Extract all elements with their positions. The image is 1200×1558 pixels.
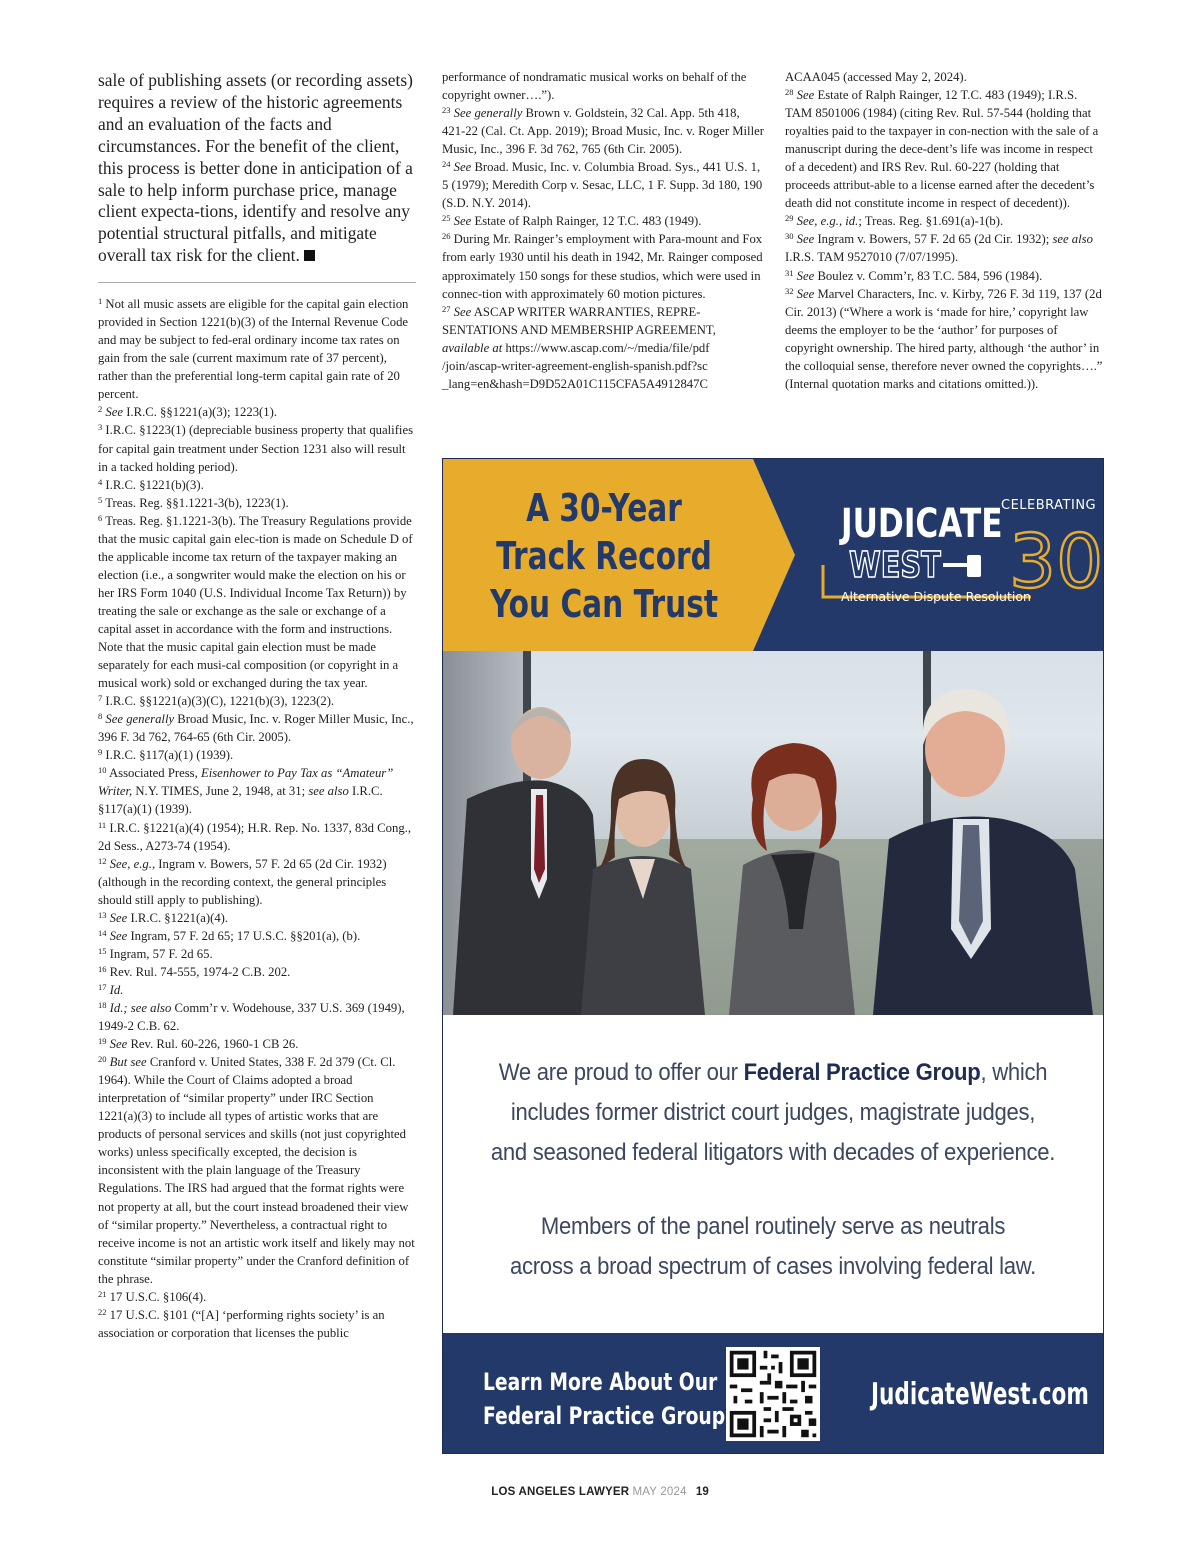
footnote: [785, 68, 1105, 86]
footnote-italic: See: [453, 304, 472, 319]
footnote-italic: See: [109, 910, 128, 925]
footnotes-middle: [442, 68, 764, 393]
footnote-italic: see also: [308, 784, 349, 799]
footnote-text: Marvel Characters, Inc. v. Kirby, 726 F. 3d 119, 137 (2d Cir. 2013) (“Where a work is ‘made for hire,’ copyright law deems the employer to be the ‘author’ for purposes of copyright ownership. The hired party, although ‘the author’ in the colloquial sense, therefore never owned the copyrights….” (Internal quotation marks and citations omitted.)).: [785, 286, 1103, 391]
footnote-italic: See: [796, 232, 815, 247]
page-number: 19: [695, 1486, 709, 1498]
footnote-italic: See: [453, 214, 472, 229]
footnote-text: Associated Press,: [108, 766, 198, 781]
footnote: [442, 104, 764, 158]
footnote-text: I.R.C. §§1221(a)(3)(C), 1221(b)(3), 1223(2).: [105, 694, 335, 709]
footnote: [98, 710, 416, 746]
footnote-italic: See generally: [453, 106, 523, 121]
footnote: [98, 764, 416, 818]
ad-message-line: Members of the panel routinely serve as neutrals: [540, 1213, 1006, 1240]
footnote-text: Ingram v. Bowers, 57 F. 2d 65 (2d Cir. 1932);: [817, 232, 1050, 247]
footnote-number: 7: [98, 693, 103, 704]
footnote: [785, 212, 1105, 230]
logo-brand-line1: JUDICATE: [841, 501, 1003, 548]
footnote-number: 1: [98, 296, 103, 307]
footnote-text: Rev. Rul. 60-226, 1960-1 CB 26.: [130, 1037, 299, 1052]
footnote-number: 11: [98, 819, 107, 830]
footnote-number: 19: [98, 1036, 107, 1047]
footnote: [98, 927, 416, 945]
ad-hero-graphic: [443, 459, 1103, 1015]
footnote: [785, 285, 1105, 393]
footnotes-left: [98, 295, 416, 1342]
footnote-text: performance of nondramatic musical works on behalf of the copyright owner….”).: [442, 70, 747, 103]
footnote-text: Ingram v. Bowers, 57 F. 2d 65 (2d Cir. 1932) (although in the recording context, the general principles should still apply to publishing).: [98, 856, 387, 907]
footnote: [98, 999, 416, 1035]
footnote-number: 28: [785, 87, 794, 98]
footnote-number: 18: [98, 999, 107, 1010]
footnote-text: Broad Music, Inc. v. Roger Miller Music, Inc., 396 F. 3d 762, 764-65 (6th Cir. 2005).: [98, 712, 414, 745]
footnote-text: I.R.C. §§1221(a)(3); 1223(1).: [126, 405, 278, 420]
footnote: [442, 158, 764, 212]
footnote-number: 2: [98, 404, 103, 415]
footnote-text: I.R.C. §1221(a)(4) (1954); H.R. Rep. No. 1337, 83d Cong., 2d Sess., A273-74 (1954).: [98, 820, 412, 853]
footnote-number: 4: [98, 476, 103, 487]
footnote-text: Boulez v. Comm’r, 83 T.C. 584, 596 (1984).: [817, 268, 1043, 283]
footnote-number: 9: [98, 747, 103, 758]
footnote-italic: See: [796, 88, 815, 103]
footnote-italic: See generally: [105, 712, 175, 727]
page-footer: [0, 1486, 1200, 1498]
footnote-italic: See, e.g., id.: [796, 214, 859, 229]
body-paragraph: sale of publishing assets (or recording assets) requires a review of the historic agreements and an evaluation of the facts and circumstances. For the benefit of the client, this process is better done in anticipation of a sale to help inform purchase price, manage client expecta-tions, identify and resolve any potential structural pitfalls, and mitigate overall tax risk for the client.: [98, 70, 413, 266]
footnote-number: 13: [98, 909, 107, 920]
footnote: [98, 746, 416, 764]
logo-celebrating: CELEBRATING: [1001, 498, 1097, 513]
footnote-number: 32: [785, 285, 794, 296]
ad-headline-line: Track Record: [496, 534, 712, 580]
footnote-italic: See: [109, 928, 128, 943]
footnote-text: Estate of Ralph Rainger, 12 T.C. 483 (1949); I.R.S. TAM 8501006 (1984) (citing Rev. Rul. 57-544 (holding that royalties paid to the taxpayer in con-nection with the sale of a manuscript during the dece-dent’s life was income in respect of a decedent) and IRS Rev. Rul. 60-227 (holding that proceeds attribut-able to a license earned after the decedent’s death did not constitute income in respect of decedent)).: [785, 88, 1099, 211]
ad-message-line: across a broad spectrum of cases involving federal law.: [509, 1253, 1037, 1280]
footnote-text: N.Y. TIMES, June 2, 1948, at 31;: [135, 784, 306, 799]
cta-line: Learn More About Our: [483, 1368, 718, 1396]
footnote-text: Not all music assets are eligible for the capital gain election provided in Section 1221(b)(3) of the Internal Revenue Code and may be subject to fed-eral ordinary income tax rates on gain from the sale (current maximum rate of 37 percent), rather than the preferential long-term capital gain rate of 20 percent.: [98, 297, 409, 402]
footnote-italic: See: [453, 160, 472, 175]
footnote-text: 17 U.S.C. §106(4).: [109, 1289, 207, 1304]
footnote: [98, 963, 416, 981]
learn-more-cta[interactable]: [483, 1365, 725, 1433]
footnote: [98, 295, 416, 403]
footnote-number: 29: [785, 213, 794, 224]
footnote-italic: See: [796, 286, 815, 301]
footnote: [98, 1035, 416, 1053]
ad-footer-band: [443, 1333, 1103, 1453]
middle-column: [442, 68, 764, 393]
footnote-number: 27: [442, 303, 451, 314]
footnote-italic: Id.: [109, 982, 124, 997]
footnote-text: I.R.S. TAM 9527010 (7/07/1995).: [785, 250, 959, 265]
judicate-west-advertisement: [442, 458, 1104, 1454]
logo-anniversary-number: 30: [1009, 519, 1103, 605]
footnote-number: 3: [98, 422, 103, 433]
footnote-italic: See: [109, 1037, 128, 1052]
footnote-number: 5: [98, 494, 103, 505]
footnote: [98, 512, 416, 692]
footnote-number: 6: [98, 512, 103, 523]
ad-message-emphasis: Federal Practice Group: [743, 1059, 981, 1086]
footnote-number: 8: [98, 711, 103, 722]
footnote-italic: See, e.g.,: [109, 856, 156, 871]
footnote-text: Rev. Rul. 74-555, 1974-2 C.B. 202.: [109, 964, 291, 979]
footnote-number: 25: [442, 213, 451, 224]
issue-date: MAY 2024: [632, 1486, 687, 1498]
footnote-number: 21: [98, 1288, 107, 1299]
footnote-number: 15: [98, 945, 107, 956]
footnote: [98, 819, 416, 855]
footnote-italic: see also: [1052, 232, 1093, 247]
footnote-italic: Id.; see also: [109, 1000, 172, 1015]
footnote: [785, 230, 1105, 266]
footnote: [98, 945, 416, 963]
footnote: [98, 1288, 416, 1306]
ad-message-text: , which: [980, 1059, 1048, 1086]
footnote: [98, 1306, 416, 1342]
footnote-text: Brown v. Goldstein, 32 Cal. App. 5th 418, 421-22 (Cal. Ct. App. 2019); Broad Music, Inc. v. Roger Miller Music, Inc., 396 F. 3d 762, 765 (6th Cir. 2005).: [442, 106, 764, 157]
footnotes-right: [785, 68, 1105, 393]
ad-message-line: and seasoned federal litigators with decades of experience.: [490, 1139, 1056, 1166]
footnote-text: I.R.C. §1221(a)(4).: [130, 910, 229, 925]
logo-tagline: Alternative Dispute Resolution: [841, 589, 1031, 604]
ad-message-text: We are proud to offer our: [498, 1059, 744, 1086]
footnote-text: 17 U.S.C. §101 (“[A] ‘performing rights society’ is an association or corporation that licenses the public: [98, 1307, 385, 1340]
footnote: [98, 855, 416, 909]
footnote: [98, 494, 416, 512]
footnote-text: https://www.ascap.com/~/media/file/pdf /join/ascap-writer-agreement-english-spanish.pdf?sc _lang=en&hash=D9D52A01C115CFA5A4912847C: [442, 340, 710, 391]
footnote-number: 22: [98, 1306, 107, 1317]
right-column: [785, 68, 1105, 393]
footnote: [442, 68, 764, 104]
ad-headline-line: A 30-Year: [526, 486, 682, 532]
qr-code-icon[interactable]: [726, 1347, 820, 1441]
footnote-text: Broad. Music, Inc. v. Columbia Broad. Sys., 441 U.S. 1, 5 (1979); Meredith Corp v. Sesac, LLC, 1 F. Supp. 3d 180, 190 (S.D. N.Y. 2014).: [442, 160, 763, 211]
ad-message-line: [469, 1053, 1076, 1093]
ad-headline-line: You Can Trust: [489, 582, 719, 628]
ad-hero: [443, 459, 1103, 1015]
footnote-divider: [98, 282, 416, 283]
footnote-number: 24: [442, 159, 451, 170]
footnote: [98, 692, 416, 710]
footnote-number: 17: [98, 981, 107, 992]
footnote: [785, 86, 1105, 212]
footnote-italic: See: [105, 405, 124, 420]
footnote-number: 20: [98, 1054, 107, 1065]
footnote-text: I.R.C. §1221(b)(3).: [105, 477, 204, 492]
footnote-text: Treas. Reg. §§1.1221-3(b), 1223(1).: [105, 495, 289, 510]
footnote-text: ACAA045 (accessed May 2, 2024).: [785, 70, 967, 84]
footnote: [98, 421, 416, 475]
footnote-number: 10: [98, 765, 107, 776]
footnote: [98, 476, 416, 494]
footnote-text: Estate of Ralph Rainger, 12 T.C. 483 (1949).: [474, 214, 702, 229]
logo-brand-line2: WEST: [849, 543, 941, 586]
cta-line: Federal Practice Group: [483, 1402, 726, 1430]
footnote-text: I.R.C. §117(a)(1) (1939).: [98, 784, 383, 817]
footnote-text: I.R.C. §1223(1) (depreciable business property that qualifies for capital gain treatment under Section 1231 also will result in a tacked holding period).: [98, 423, 414, 474]
footnote-text: ; Treas. Reg. §1.691(a)-1(b).: [858, 214, 1004, 229]
footnote: [98, 403, 416, 421]
footnote-italic: Eisenhower to Pay Tax as “Amateur” Writer,: [98, 766, 394, 799]
footnote: [98, 909, 416, 927]
ad-message-block-2: [443, 1207, 1103, 1287]
left-column: [98, 70, 416, 1342]
footnote: [98, 981, 416, 999]
footnote-italic: See: [796, 268, 815, 283]
footnote-number: 14: [98, 927, 107, 938]
footnote-italic: available at: [442, 340, 503, 355]
footnote-text: ASCAP WRITER WARRANTIES, REPRE-SENTATIONS AND MEMBERSHIP AGREEMENT,: [442, 304, 716, 337]
footnote-text: Ingram, 57 F. 2d 65.: [109, 946, 213, 961]
footnote-number: 16: [98, 963, 107, 974]
footnote-text: I.R.C. §117(a)(1) (1939).: [105, 748, 234, 763]
footnote: [98, 1053, 416, 1288]
footnote-number: 26: [442, 231, 451, 242]
ad-message-line: includes former district court judges, magistrate judges,: [510, 1099, 1036, 1126]
footnote-text: Cranford v. United States, 338 F. 2d 379 (Ct. Cl. 1964). While the Court of Claims adopted a broad interpretation of “similar property” under IRC Section 1221(a)(3) to include all types of artistic works that are products of personal services and skills (not just copyrighted works) unless specifically excepted, the decision is inconsistent with the plain language of the Treasury Regulations. The IRS had argued that the format rights were not property at all, but the court instead broadened their view of “similar property.” Nevertheless, a contractual right to receive income is not an artistic work itself and likely may not constitute “similar property” under the Cranford definition of the phrase.: [98, 1055, 415, 1286]
footnote: [442, 230, 764, 302]
footnote-number: 12: [98, 855, 107, 866]
footnote-number: 31: [785, 267, 794, 278]
footnote: [442, 303, 764, 393]
body-text-continuation: [98, 70, 416, 267]
ad-message-block-1: [443, 1053, 1103, 1173]
footnote: [785, 267, 1105, 285]
footnote: [442, 212, 764, 230]
end-of-article-mark: [304, 250, 315, 261]
publication-name: LOS ANGELES LAWYER: [491, 1486, 630, 1498]
website-link[interactable]: JudicateWest.com: [871, 1377, 1089, 1412]
ad-message: [443, 1015, 1103, 1333]
footnote-text: Comm’r v. Wodehouse, 337 U.S. 369 (1949), 1949-2 C.B. 62.: [98, 1000, 405, 1034]
footnote-text: Treas. Reg. §1.1221-3(b). The Treasury Regulations provide that the music capital gain elec-tion is made on Schedule D of the applicable income tax return of the taxpayer making an election (i.e., a songwriter would make the election on his or her IRS Form 1040 (U.S. Individual Income Tax Return)) by treating the sale or exchange as the sale or exchange of a capital asset in accordance with the form and instructions. Note that the music capital gain election must be made separately for each musi-cal composition (or copyright in a musical work) sold or exchanged during the tax year.: [98, 513, 413, 691]
footnote-text: During Mr. Rainger’s employment with Para-mount and Fox from early 1930 until his death in 1942, Mr. Rainger composed approximately 150 songs for these studios, which were used in connec-tion with approximately 60 motion pictures.: [442, 232, 763, 301]
footnote-text: Ingram, 57 F. 2d 65; 17 U.S.C. §§201(a), (b).: [130, 928, 361, 943]
footnote-italic: But see: [109, 1055, 147, 1070]
footnote-number: 23: [442, 105, 451, 116]
footnote-number: 30: [785, 231, 794, 242]
